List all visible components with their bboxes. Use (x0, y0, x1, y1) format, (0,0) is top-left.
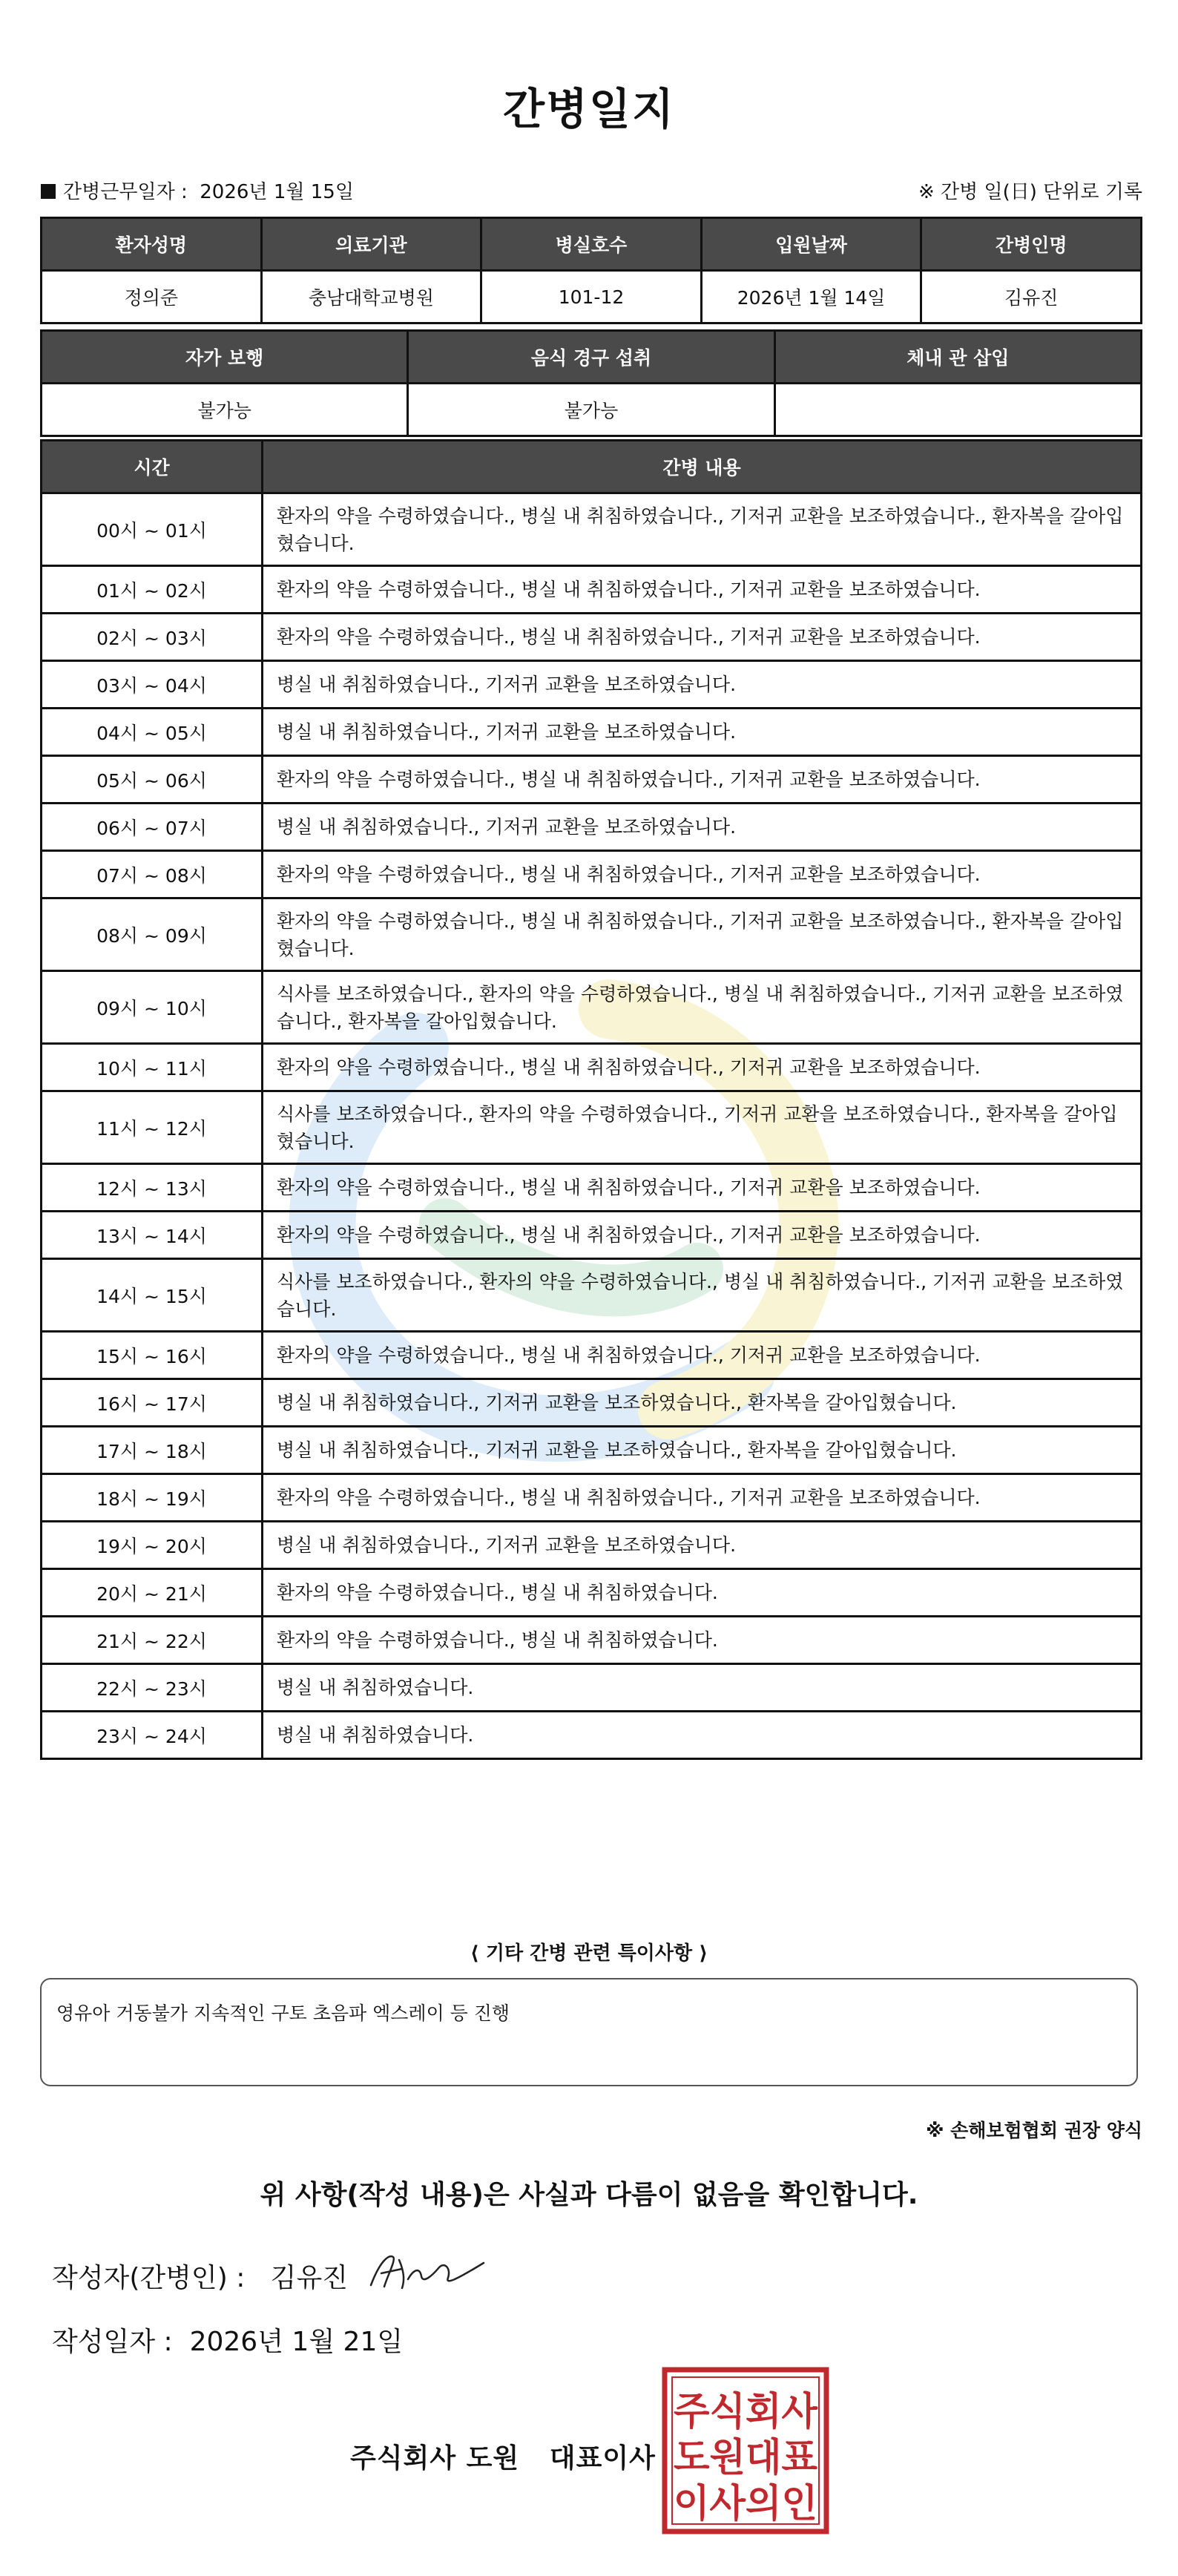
table-header-row (42, 441, 1142, 493)
room-number: 101-12 (481, 271, 702, 323)
log-content: 병실 내 취침하였습니다., 기저귀 교환을 보조하였습니다. (263, 804, 1142, 851)
table-row (42, 1664, 1142, 1712)
log-content: 환자의 약을 수령하였습니다., 병실 내 취침하였습니다., 기저귀 교환을 보조하였습니다. (263, 1044, 1142, 1091)
table-row (42, 1522, 1142, 1569)
table-row (42, 1259, 1142, 1332)
table-row (42, 493, 1142, 566)
log-time: 12시 ~ 13시 (42, 1164, 263, 1212)
log-time: 23시 ~ 24시 (42, 1712, 263, 1759)
log-time: 06시 ~ 07시 (42, 804, 263, 851)
header-admission-date: 입원날짜 (701, 218, 921, 271)
walking-status: 불가능 (42, 384, 408, 436)
table-row (42, 1379, 1142, 1427)
log-content: 병실 내 취침하였습니다., 기저귀 교환을 보조하였습니다., 환자복을 갈아입혔습니다. (263, 1427, 1142, 1474)
table-row (42, 1712, 1142, 1759)
log-content: 식사를 보조하였습니다., 환자의 약을 수령하였습니다., 기저귀 교환을 보조하였습니다., 환자복을 갈아입혔습니다. (263, 1091, 1142, 1164)
log-content: 병실 내 취침하였습니다., 기저귀 교환을 보조하였습니다. (263, 1522, 1142, 1569)
table-row (42, 1044, 1142, 1091)
table-row (42, 1091, 1142, 1164)
caregiver-name: 김유진 (921, 271, 1142, 323)
work-date-value: 2026년 1월 15일 (200, 181, 354, 203)
log-time: 20시 ~ 21시 (42, 1569, 263, 1617)
table-row (42, 1212, 1142, 1259)
log-time: 00시 ~ 01시 (42, 493, 263, 566)
header-tube-insertion: 체내 관 삽입 (774, 331, 1141, 384)
log-content: 병실 내 취침하였습니다. (263, 1712, 1142, 1759)
patient-name: 정의준 (42, 271, 262, 323)
log-content: 환자의 약을 수령하였습니다., 병실 내 취침하였습니다., 기저귀 교환을 보조하였습니다. (263, 851, 1142, 898)
patient-condition-table (40, 329, 1142, 437)
writer-line (52, 2257, 348, 2295)
log-content: 환자의 약을 수령하였습니다., 병실 내 취침하였습니다., 기저귀 교환을 보조하였습니다. (263, 1474, 1142, 1522)
header-walking: 자가 보행 (42, 331, 408, 384)
written-date-value: 2026년 1월 21일 (189, 2327, 404, 2357)
log-content: 병실 내 취침하였습니다. (263, 1664, 1142, 1712)
stamp-text: 이사의인 (674, 2482, 817, 2526)
table-header-row (42, 218, 1142, 271)
table-row (42, 1474, 1142, 1522)
work-date (41, 177, 354, 204)
table-row (42, 898, 1142, 971)
log-time: 17시 ~ 18시 (42, 1427, 263, 1474)
written-date-line (52, 2321, 403, 2359)
admission-date: 2026년 1월 14일 (701, 271, 921, 323)
log-time: 22시 ~ 23시 (42, 1664, 263, 1712)
hospital-name: 충남대학교병원 (261, 271, 481, 323)
log-content: 환자의 약을 수령하였습니다., 병실 내 취침하였습니다. (263, 1569, 1142, 1617)
notes-box (40, 1978, 1138, 2086)
log-time: 09시 ~ 10시 (42, 971, 263, 1044)
log-time: 02시 ~ 03시 (42, 614, 263, 661)
log-content: 환자의 약을 수령하였습니다., 병실 내 취침하였습니다., 기저귀 교환을 보조하였습니다. (263, 566, 1142, 614)
log-content: 환자의 약을 수령하였습니다., 병실 내 취침하였습니다., 기저귀 교환을 보조하였습니다. (263, 1332, 1142, 1379)
stamp-text: 주식회사 (674, 2390, 818, 2434)
table-row (42, 971, 1142, 1044)
stamp-text: 도원대표 (674, 2436, 817, 2480)
header-hospital: 의료기관 (261, 218, 481, 271)
table-row (42, 271, 1142, 323)
table-row (42, 566, 1142, 614)
signature-icon (365, 2247, 491, 2299)
table-row (42, 614, 1142, 661)
log-content: 식사를 보조하였습니다., 환자의 약을 수령하였습니다., 병실 내 취침하였습니다., 기저귀 교환을 보조하였습니다. (263, 1259, 1142, 1332)
table-row (42, 709, 1142, 756)
table-row (42, 851, 1142, 898)
log-time: 21시 ~ 22시 (42, 1617, 263, 1664)
patient-info-table (40, 217, 1142, 324)
tube-insertion-status (774, 384, 1141, 436)
log-content: 환자의 약을 수령하였습니다., 병실 내 취침하였습니다. (263, 1617, 1142, 1664)
record-unit-note: ※ 간병 일(日) 단위로 기록 (918, 181, 1142, 203)
notes-text: 영유아 거동불가 지속적인 구토 초음파 엑스레이 등 진행 (56, 2002, 510, 2024)
work-date-label: 간병근무일자 : (63, 181, 188, 203)
log-content: 환자의 약을 수령하였습니다., 병실 내 취침하였습니다., 기저귀 교환을 보조하였습니다. (263, 1212, 1142, 1259)
log-content: 병실 내 취침하였습니다., 기저귀 교환을 보조하였습니다. (263, 661, 1142, 709)
log-content: 환자의 약을 수령하였습니다., 병실 내 취침하였습니다., 기저귀 교환을 보조하였습니다., 환자복을 갈아입혔습니다. (263, 898, 1142, 971)
log-time: 03시 ~ 04시 (42, 661, 263, 709)
notes-title: ⟨ 기타 간병 관련 특이사항 ⟩ (470, 1942, 708, 1965)
header-time: 시간 (42, 441, 263, 493)
log-content: 환자의 약을 수령하였습니다., 병실 내 취침하였습니다., 기저귀 교환을 보조하였습니다. (263, 614, 1142, 661)
log-time: 14시 ~ 15시 (42, 1259, 263, 1332)
table-row (42, 1569, 1142, 1617)
log-time: 08시 ~ 09시 (42, 898, 263, 971)
log-content: 병실 내 취침하였습니다., 기저귀 교환을 보조하였습니다. (263, 709, 1142, 756)
writer-name: 김유진 (270, 2263, 348, 2293)
company-signatory: 주식회사 도원 대표이사 (350, 2443, 656, 2474)
log-content: 환자의 약을 수령하였습니다., 병실 내 취침하였습니다., 기저귀 교환을 보조하였습니다. (263, 756, 1142, 804)
writer-label: 작성자(간병인) : (52, 2263, 246, 2293)
company-seal-stamp (662, 2367, 829, 2534)
table-row (42, 756, 1142, 804)
table-row (42, 1427, 1142, 1474)
log-time: 16시 ~ 17시 (42, 1379, 263, 1427)
log-time: 19시 ~ 20시 (42, 1522, 263, 1569)
log-time: 13시 ~ 14시 (42, 1212, 263, 1259)
header-patient-name: 환자성명 (42, 218, 262, 271)
log-content: 환자의 약을 수령하였습니다., 병실 내 취침하였습니다., 기저귀 교환을 보조하였습니다. (263, 1164, 1142, 1212)
square-bullet-icon (41, 184, 56, 199)
table-row (42, 1164, 1142, 1212)
table-row (42, 661, 1142, 709)
header-care-content: 간병 내용 (263, 441, 1142, 493)
log-time: 15시 ~ 16시 (42, 1332, 263, 1379)
written-date-label: 작성일자 : (52, 2327, 173, 2357)
log-time: 10시 ~ 11시 (42, 1044, 263, 1091)
table-row (42, 1617, 1142, 1664)
log-time: 01시 ~ 02시 (42, 566, 263, 614)
confirmation-statement: 위 사항(작성 내용)은 사실과 다름이 없음을 확인합니다. (260, 2180, 918, 2210)
header-caregiver: 간병인명 (921, 218, 1142, 271)
table-header-row (42, 331, 1142, 384)
log-content: 환자의 약을 수령하였습니다., 병실 내 취침하였습니다., 기저귀 교환을 보조하였습니다., 환자복을 갈아입혔습니다. (263, 493, 1142, 566)
log-content: 식사를 보조하였습니다., 환자의 약을 수령하였습니다., 병실 내 취침하였습니다., 기저귀 교환을 보조하였습니다., 환자복을 갈아입혔습니다. (263, 971, 1142, 1044)
table-row (42, 384, 1142, 436)
header-room: 병실호수 (481, 218, 702, 271)
care-log-table (40, 439, 1142, 1760)
header-oral-intake: 음식 경구 섭취 (408, 331, 774, 384)
log-time: 07시 ~ 08시 (42, 851, 263, 898)
form-source-note: ※ 손해보험협회 권장 양식 (926, 2120, 1142, 2141)
oral-intake-status: 불가능 (408, 384, 774, 436)
table-row (42, 1332, 1142, 1379)
log-time: 11시 ~ 12시 (42, 1091, 263, 1164)
log-time: 05시 ~ 06시 (42, 756, 263, 804)
log-time: 18시 ~ 19시 (42, 1474, 263, 1522)
table-row (42, 804, 1142, 851)
page-title: 간병일지 (502, 84, 676, 134)
log-content: 병실 내 취침하였습니다., 기저귀 교환을 보조하였습니다., 환자복을 갈아입혔습니다. (263, 1379, 1142, 1427)
log-time: 04시 ~ 05시 (42, 709, 263, 756)
